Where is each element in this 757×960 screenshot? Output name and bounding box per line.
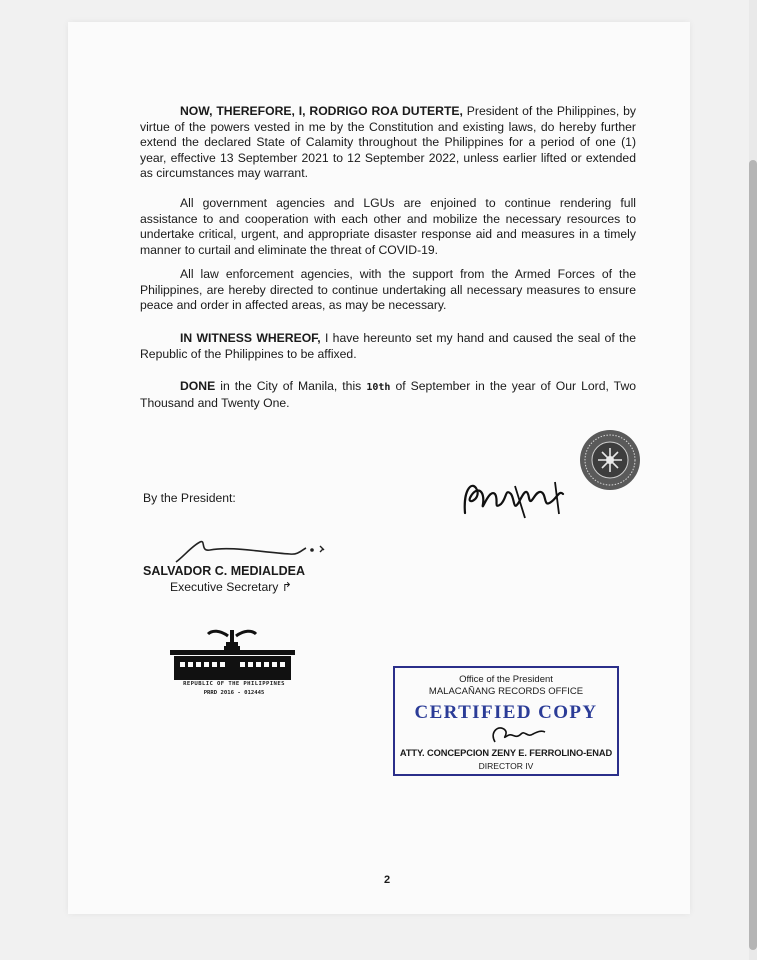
done-body-b: of September in the year of Our Lord, Two Thousand and Twenty One. <box>140 379 637 410</box>
done-body-a: in the City of Manila, this <box>220 379 362 393</box>
seal-caption-1: REPUBLIC OF THE PHILIPPINES <box>183 681 285 687</box>
proclamation-body: President of the Philippines, by virtue of the powers vested in me by the Constitution and existing laws, do hereby further extend the declared State of Calamity throughout the Philippines for a period of one (1) year, effective 13 September 2021 to 12 September 2022, unless earlier lifted or extended as circumstances may warrant. <box>140 104 636 181</box>
secretary-title <box>170 580 292 594</box>
presidential-seal-icon <box>578 428 642 492</box>
seal-caption-2: PRRD 2016 - 012445 <box>203 690 265 696</box>
secretary-title-text: Executive Secretary <box>170 580 279 594</box>
done-lead: DONE <box>180 379 216 393</box>
law-enforcement-paragraph <box>140 267 636 314</box>
scrollbar-thumb[interactable] <box>749 160 757 950</box>
agencies-paragraph <box>140 196 636 258</box>
certified-copy-stamp <box>393 666 619 776</box>
witness-body: I have hereunto set my hand and caused the seal of the Republic of the Philippines to be affixed. <box>140 331 636 361</box>
stamp-director-title: DIRECTOR IV <box>478 761 534 771</box>
agencies-text: All government agencies and LGUs are enjoined to continue rendering full assistance to and cooperation with each other and mobilize the necessary resources to undertake critical, urgent, and appropriate disaster response aid and measures in a timely manner to curtail and eliminate the threat of COVID-19. <box>140 196 636 257</box>
stamp-attorney-name: ATTY. CONCEPCION ZENY E. FERROLINO-ENAD <box>399 748 613 758</box>
by-the-president: By the President: <box>143 491 236 505</box>
proclamation-paragraph-1 <box>140 104 636 182</box>
proclamation-lead: NOW, THEREFORE, I, RODRIGO ROA DUTERTE, <box>180 104 463 118</box>
stamp-records-office: MALACAÑANG RECORDS OFFICE <box>428 686 584 697</box>
done-paragraph <box>140 379 636 411</box>
initial-mark-icon: ↱ <box>281 580 292 594</box>
stamp-certified-copy: CERTIFIED COPY <box>414 702 598 723</box>
witness-paragraph <box>140 331 636 362</box>
stamp-signature <box>487 722 547 748</box>
law-enforcement-text: All law enforcement agencies, with the support from the Armed Forces of the Philippines, are hereby directed to continue undertaking all necessary measures to ensure peace and order in affected areas, as may be necessary. <box>140 267 636 313</box>
secretary-name: SALVADOR C. MEDIALDEA <box>143 564 306 578</box>
done-day: 10th <box>366 382 391 393</box>
witness-lead: IN WITNESS WHEREOF, <box>180 331 321 345</box>
president-signature <box>455 468 575 528</box>
page-number: 2 <box>384 874 391 886</box>
scrollbar[interactable] <box>749 0 757 960</box>
stamp-office: Office of the President <box>459 674 553 685</box>
